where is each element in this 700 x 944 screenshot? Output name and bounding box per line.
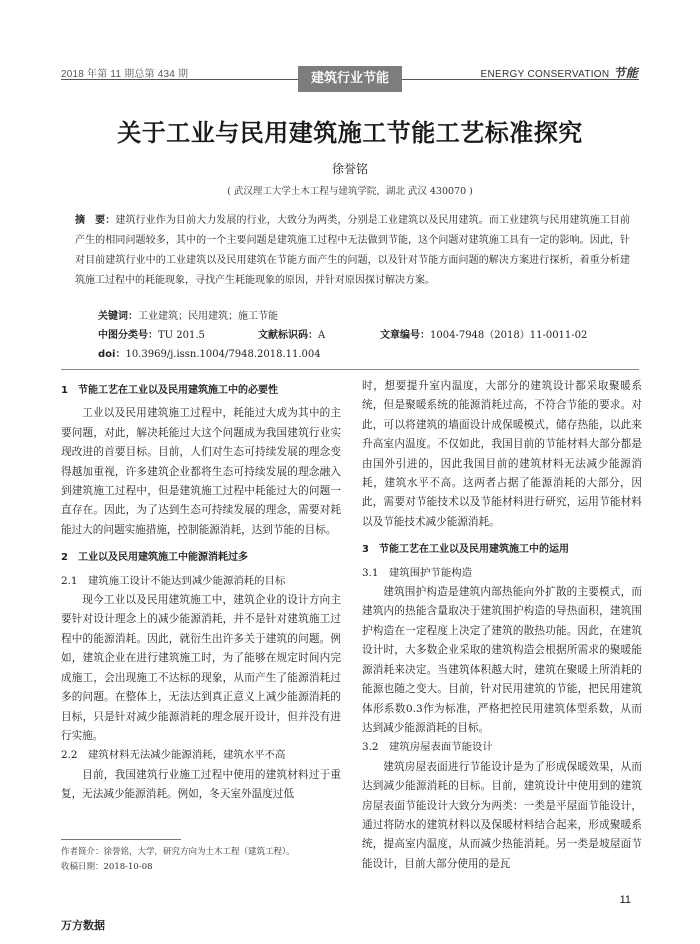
keywords-text: 工业建筑；民用建筑；施工节能 <box>138 311 278 322</box>
journal-name-cn: 节能 <box>613 66 638 80</box>
author: 徐誉铭 <box>331 162 368 176</box>
footnote-rule <box>61 839 181 840</box>
abstract-label: 摘 要： <box>75 215 116 226</box>
paragraph: 建筑围护构造是建筑内部热能向外扩散的主要模式，而建筑内的热能含量取决于建筑围护构造的导热面积，建筑围护构造在一定程度上决定了建筑的散热功能。因此，在建筑设计时，大多数企业采取的建筑构造会根据所需求的聚暖能源消耗来决定。当建筑体积越大时，建筑在聚暖上所消耗的能源也随之变大。目前，针对民用建筑的节能，把民用建筑体形系数0.3作为标准，严格把控民用建筑体型系数，从而达到减少能源消耗的目标。 <box>362 586 642 734</box>
journal-name-en: ENERGY CONSERVATION <box>480 69 610 80</box>
heading-section-2-2: 2.2 建筑材料无法减少能源消耗，建筑水平不高 <box>61 749 286 762</box>
abstract-text: 建筑行业作为目前大力发展的行业，大致分为两类，分别是工业建筑以及民用建筑。而工业建筑与民用建筑施工目前产生的相同问题较多，其中的一个主要问题是建筑施工过程中无法做到节能，这个问题对建筑施工具有一定的影响。因此，针对目前建筑行业中的工业建筑以及民用建筑在节能方面产生的问题，以及针对节能方面问题的解决方案进行探析，着重分析建筑施工过程中的耗能现象，寻找产生耗能现象的原因，并针对原因探讨解决方案。 <box>75 215 631 286</box>
doi-value: 10.3969/j.issn.1004/7948.2018.11.004 <box>125 349 321 360</box>
heading-section-3-1: 3.1 建筑围护节能构造 <box>362 566 473 579</box>
author-intro: 作者简介：徐誉铭，大学，研究方向为土木工程（建筑工程）。 <box>61 847 295 857</box>
paragraph: 现今工业以及民用建筑施工中，建筑企业的设计方向主要针对设计理念上的减少能源消耗，并不是针对建筑施工过程中的能源消耗。因此，就衍生出许多关于建筑的问题。例如，建筑企业在进行建筑施工时，为了能够在规定时间内完成施工，会出现施工不达标的现象，从而产生了能源消耗过多的问题。在整体上，无法达到真正意义上减少能源消耗的目标，只是针对减少能源消耗的理念展开设计，但并没有进行实施。 <box>61 594 341 742</box>
left-column <box>61 377 341 805</box>
clc-number <box>98 326 205 341</box>
source-watermark: 万方数据 <box>61 919 105 932</box>
page-number: 11 <box>619 894 631 906</box>
heading-section-1: 1 节能工艺在工业以及民用建筑施工中的必要性 <box>61 385 278 396</box>
received-date: 收稿日期：2018-10-08 <box>61 862 153 872</box>
section-divider <box>61 369 639 370</box>
article-title: 关于工业与民用建筑施工节能工艺标准探究 <box>117 119 583 147</box>
paragraph: 建筑房屋表面进行节能设计是为了形成保暖效果，从而达到减少能源消耗的目标。目前，建筑设计中使用到的建筑房屋表面节能设计大致分为两类：一类是平屋面节能设计，通过将防水的建筑材料以及保暖材料结合起来，形成聚暖系统，提高室内温度，从而减少热能消耗。另一类是坡屋面节能设计，目前大部分使用的是瓦 <box>362 760 642 870</box>
doi <box>98 345 321 360</box>
heading-section-3: 3 节能工艺在工业以及民用建筑施工中的运用 <box>362 544 569 556</box>
paragraph: 工业以及民用建筑施工过程中，耗能过大成为其中的主要问题，对此，解决耗能过大这个问题成为我国建筑行业实现改进的首要目标。目前，人们对生态可持续发展的理念变得越加重视，许多建筑企业都将生态可持续发展的理念融入到建筑施工过程中，但是建筑施工过程中耗能过大的问题一直存在。因此，为了达到生态可持续发展的理念，需要对耗能过大的问题实施措施，控制能源消耗，达到节能的目标。 <box>61 407 341 536</box>
abstract <box>75 211 630 291</box>
document-code <box>258 326 325 341</box>
doc-code-label: 文献标识码： <box>258 330 318 341</box>
doi-label: doi： <box>98 349 126 360</box>
issue-info: 2018 年第 11 期总第 434 期 <box>61 69 189 80</box>
clc-value: TU 201.5 <box>158 330 205 341</box>
column-tag: 建筑行业节能 <box>298 66 402 92</box>
clc-label: 中图分类号： <box>98 330 158 341</box>
keywords-label: 关键词： <box>98 311 138 322</box>
paragraph: 时，想要提升室内温度，大部分的建筑设计都采取聚暖系统，但是聚暖系统的能源消耗过高，不符合节能的要求。对此，可以将建筑的墙面设计成保暖模式，储存热能，以此来升高室内温度。不仅如此，我国目前的节能材料大部分都是由国外引进的，因此我国目前的建筑材料无法减少能源消耗，建筑水平不高。这两者占据了能源消耗的大部分，因此，需要对节能技术以及节能材料进行研究，运用节能材料以及节能技术减少能源消耗。 <box>362 380 642 528</box>
doc-code-value: A <box>318 330 326 341</box>
paragraph: 目前，我国建筑行业施工过程中使用的建筑材料过于重复，无法减少能源消耗。例如，冬天室外温度过低 <box>61 768 341 801</box>
article-no-value: 1004-7948（2018）11-0011-02 <box>430 330 588 341</box>
keywords <box>98 307 278 322</box>
article-no-label: 文章编号： <box>380 330 430 341</box>
affiliation: ( 武汉理工大学土木工程与建筑学院，湖北 武汉 430070 ) <box>227 186 473 197</box>
article-number <box>380 326 587 341</box>
heading-section-2: 2 工业以及民用建筑施工中能源消耗过多 <box>61 552 248 564</box>
heading-section-2-1: 2.1 建筑施工设计不能达到减少能源消耗的目标 <box>61 574 286 587</box>
right-column <box>362 377 642 874</box>
heading-section-3-2: 3.2 建筑房屋表面节能设计 <box>362 741 493 754</box>
footnote <box>61 845 295 875</box>
